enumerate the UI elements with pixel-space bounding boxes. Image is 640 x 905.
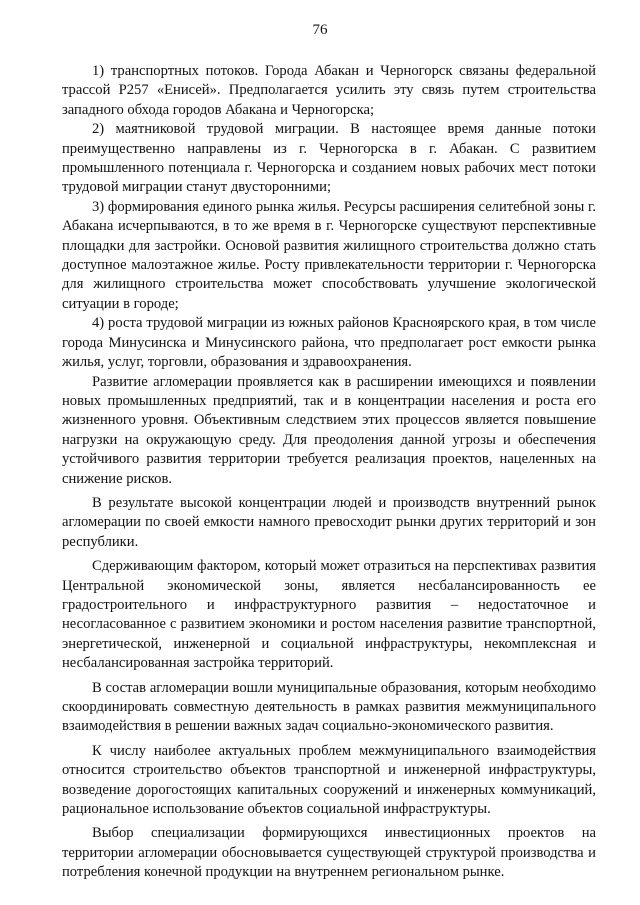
body-text (62, 62, 596, 883)
page-number: 76 (312, 22, 328, 38)
paragraph-southern-migration: 4) роста трудовой миграции из южных районов Красноярского края, в том числе города Минусинска и Минусинского района, что предполагает рост емкости рынка жилья, услуг, торговли, образования и здравоохранения. (62, 315, 596, 371)
paragraph-housing-market: 3) формирования единого рынка жилья. Ресурсы расширения селитебной зоны г. Абакана исчерпываются, в то же время в г. Черногорске существуют перспективные площадки для застройки. Основой развития жилищного строительства должно стать доступное малоэтажное жилье. Росту привлекательности территории г. Черногорска для жилищного строительства может способствовать улучшение экологической ситуации в городе; (62, 198, 596, 312)
paragraph-municipalities: В состав агломерации вошли муниципальные образования, которым необходимо скоординировать совместную деятельность в рамках развития межмуниципального взаимодействия в решении важных задач социально-экономического развития. (62, 679, 596, 735)
paragraph-agglomeration-development: Развитие агломерации проявляется как в расширении имеющихся и появлении новых промышленных предприятий, так и в концентрации населения и роста его жизненного уровня. Объективным следствием этих процессов является повышение нагрузки на окружающую среду. Для преодоления данной угрозы и обеспечения устойчивого развития территории требуется реализация проектов, нацеленных на снижение рисков. (62, 373, 596, 487)
paragraph-restraining-factor: Сдерживающим фактором, который может отразиться на перспективах развития Центральной экономической зоны, является несбалансированность ее градостроительного и инфраструктурного развития – недостаточное и несогласованное с развитием экономики и ростом населения развитие транспортной, энергетической, инженерной и социальной инфраструктуры, некомплексная и несбалансированная застройка территорий. (62, 558, 596, 672)
paragraph-transport-flows: 1) транспортных потоков. Города Абакан и Черногорск связаны федеральной трассой Р257 «Енисей». Предполагается усилить эту связь путем строительства западного обхода городов Абакана и Черногорска; (62, 63, 596, 118)
paragraph-internal-market: В результате высокой концентрации людей и производств внутренний рынок агломерации по своей емкости намного превосходит рынки других территорий и зон республики. (62, 494, 596, 550)
paragraph-intermunicipal-problems: К числу наиболее актуальных проблем межмуниципального взаимодействия относится строительство объектов транспортной и инженерной инфраструктуры, возведение дорогостоящих капитальных сооружений и инженерных коммуникаций, рациональное использование объектов социальной инфраструктуры. (62, 742, 596, 818)
paragraph-specialization-choice: Выбор специализации формирующихся инвестиционных проектов на территории агломерации обосновывается существующей структурой производства и потребления конечной продукции на внутреннем региональном рынке. (62, 825, 596, 881)
paragraph-labor-migration: 2) маятниковой трудовой миграции. В настоящее время данные потоки преимущественно направлены из г. Черногорска в г. Абакан. С развитием промышленного потенциала г. Черногорска и созданием новых рабочих мест потоки трудовой миграции станут двусторонними; (62, 121, 596, 196)
